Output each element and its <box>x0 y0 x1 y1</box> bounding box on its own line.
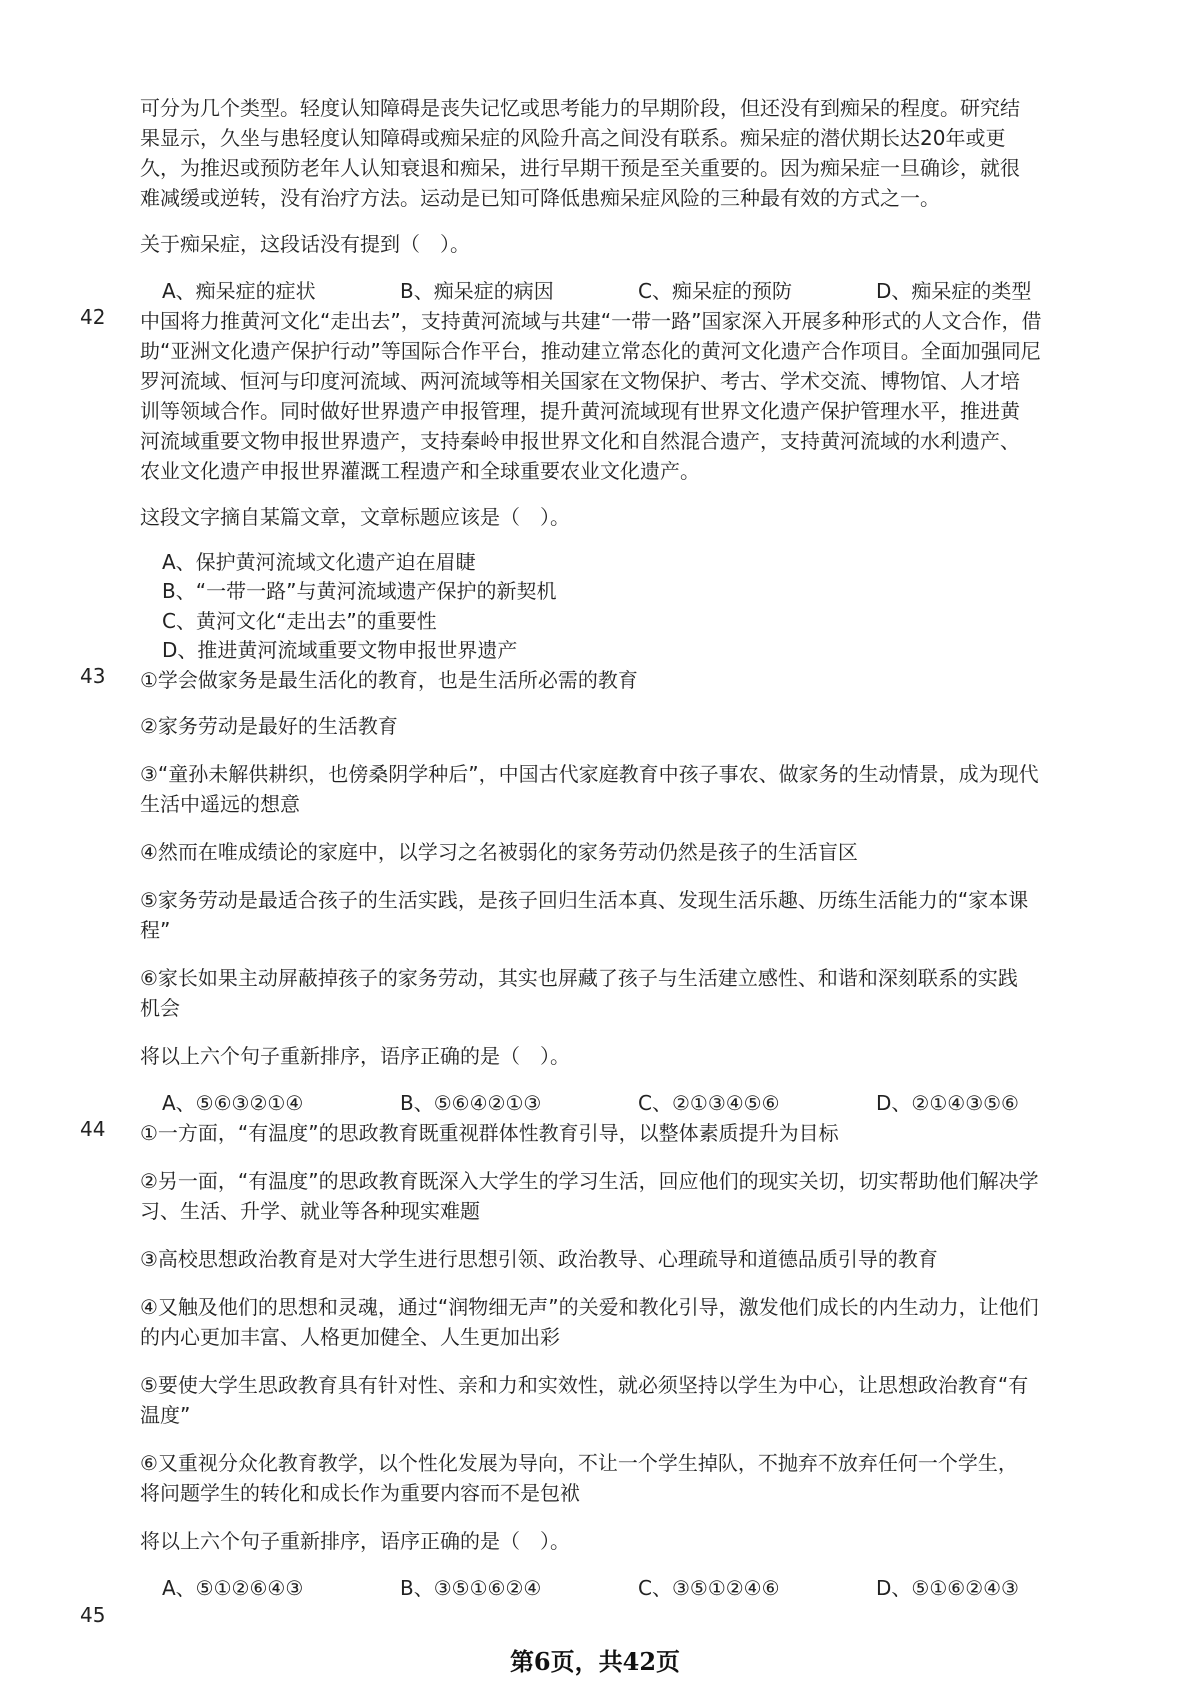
q44-sentence-6-cont: 将问题学生的转化和成长作为重要内容而不是包袱 <box>140 1481 580 1505</box>
q44-question: 将以上六个句子重新排序，语序正确的是（ ）。 <box>140 1529 570 1553</box>
q43-sentence-2: ②家务劳动是最好的生活教育 <box>140 714 398 738</box>
q44-sentence-5: ⑤要使大学生思政教育具有针对性、亲和力和实效性，就必须坚持以学生为中心，让思想政治教育“有 <box>140 1373 1029 1397</box>
q43-sentence-1: ①学会做家务是最生活化的教育，也是生活所必需的教育 <box>140 668 638 692</box>
q43-sentence-3: ③“童孙未解供耕织，也傍桑阴学种后”，中国古代家庭教育中孩子事农、做家务的生动情景，成为现代 <box>140 762 1039 786</box>
question-number: 45 <box>80 1603 106 1627</box>
q43-option-a[interactable]: A、⑤⑥③②①④ <box>162 1091 304 1115</box>
q43-sentence-5: ⑤家务劳动是最适合孩子的生活实践，是孩子回归生活本真、发现生活乐趣、历练生活能力的“家本课 <box>140 888 1029 912</box>
q44-option-b[interactable]: B、③⑤①⑥②④ <box>400 1576 542 1600</box>
q43-option-c[interactable]: C、②①③④⑤⑥ <box>638 1091 780 1115</box>
q43-option-d[interactable]: D、②①④③⑤⑥ <box>876 1091 1019 1115</box>
q41-passage-line: 可分为几个类型。轻度认知障碍是丧失记忆或思考能力的早期阶段，但还没有到痴呆的程度。研究结 <box>140 96 1020 120</box>
q42-passage-line: 中国将力推黄河文化“走出去”，支持黄河流域与共建“一带一路”国家深入开展多种形式的人文合作，借 <box>140 309 1042 333</box>
q41-passage-line: 果显示，久坐与患轻度认知障碍或痴呆症的风险升高之间没有联系。痴呆症的潜伏期长达20年或更 <box>140 126 1006 150</box>
q43-sentence-6-cont: 机会 <box>140 996 180 1020</box>
q41-option-d[interactable]: D、痴呆症的类型 <box>876 279 1032 303</box>
q44-option-a[interactable]: A、⑤①②⑥④③ <box>162 1576 304 1600</box>
question-number: 44 <box>80 1117 106 1141</box>
q41-option-c[interactable]: C、痴呆症的预防 <box>638 279 792 303</box>
q43-question: 将以上六个句子重新排序，语序正确的是（ ）。 <box>140 1044 570 1068</box>
q42-passage-line: 训等领域合作。同时做好世界遗产申报管理，提升黄河流域现有世界文化遗产保护管理水平，推进黄 <box>140 399 1020 423</box>
q41-passage-line: 久，为推迟或预防老年人认知衰退和痴呆，进行早期干预是至关重要的。因为痴呆症一旦确诊，就很 <box>140 156 1020 180</box>
q44-sentence-4-cont: 的内心更加丰富、人格更加健全、人生更加出彩 <box>140 1325 560 1349</box>
q42-question: 这段文字摘自某篇文章，文章标题应该是（ ）。 <box>140 505 570 529</box>
question-number: 42 <box>80 305 106 329</box>
page-footer: 第6页，共42页 <box>509 1647 681 1676</box>
q43-sentence-4: ④然而在唯成绩论的家庭中，以学习之名被弱化的家务劳动仍然是孩子的生活盲区 <box>140 840 858 864</box>
q44-sentence-4: ④又触及他们的思想和灵魂，通过“润物细无声”的关爱和教化引导，激发他们成长的内生动力，让他们 <box>140 1295 1039 1319</box>
q42-option-a[interactable]: A、保护黄河流域文化遗产迫在眉睫 <box>162 550 476 574</box>
q42-option-c[interactable]: C、黄河文化“走出去”的重要性 <box>162 609 437 633</box>
q42-option-d[interactable]: D、推进黄河流域重要文物申报世界遗产 <box>162 638 518 662</box>
q44-option-c[interactable]: C、③⑤①②④⑥ <box>638 1576 780 1600</box>
q42-passage-line: 农业文化遗产申报世界灌溉工程遗产和全球重要农业文化遗产。 <box>140 459 700 483</box>
q43-sentence-5-cont: 程” <box>140 918 171 942</box>
q43-sentence-3-cont: 生活中遥远的想意 <box>140 792 300 816</box>
q44-sentence-6: ⑥又重视分众化教育教学，以个性化发展为导向，不让一个学生掉队，不抛弃不放弃任何一个学生， <box>140 1451 1018 1475</box>
q41-question: 关于痴呆症，这段话没有提到（ ）。 <box>140 232 470 256</box>
q44-sentence-2: ②另一面，“有温度”的思政教育既深入大学生的学习生活，回应他们的现实关切，切实帮助他们解决学 <box>140 1169 1039 1193</box>
q42-passage-line: 河流域重要文物申报世界遗产，支持秦岭申报世界文化和自然混合遗产，支持黄河流域的水利遗产、 <box>140 429 1020 453</box>
question-number: 43 <box>80 664 106 688</box>
q41-option-a[interactable]: A、痴呆症的症状 <box>162 279 316 303</box>
q44-option-d[interactable]: D、⑤①⑥②④③ <box>876 1576 1019 1600</box>
q44-sentence-3: ③高校思想政治教育是对大学生进行思想引领、政治教导、心理疏导和道德品质引导的教育 <box>140 1247 938 1271</box>
q41-passage-line: 难减缓或逆转，没有治疗方法。运动是已知可降低患痴呆症风险的三种最有效的方式之一。 <box>140 186 940 210</box>
q42-passage-line: 助“亚洲文化遗产保护行动”等国际合作平台，推动建立常态化的黄河文化遗产合作项目。全面加强同尼 <box>140 339 1041 363</box>
q42-passage-line: 罗河流域、恒河与印度河流域、两河流域等相关国家在文物保护、考古、学术交流、博物馆、人才培 <box>140 369 1020 393</box>
q42-option-b[interactable]: B、“一带一路”与黄河流域遗产保护的新契机 <box>162 579 557 603</box>
q41-option-b[interactable]: B、痴呆症的病因 <box>400 279 554 303</box>
q43-option-b[interactable]: B、⑤⑥④②①③ <box>400 1091 542 1115</box>
q44-sentence-5-cont: 温度” <box>140 1403 191 1427</box>
q44-sentence-2-cont: 习、生活、升学、就业等各种现实难题 <box>140 1199 480 1223</box>
q44-sentence-1: ①一方面，“有温度”的思政教育既重视群体性教育引导，以整体素质提升为目标 <box>140 1121 839 1145</box>
q43-sentence-6: ⑥家长如果主动屏蔽掉孩子的家务劳动，其实也屏藏了孩子与生活建立感性、和谐和深刻联系的实践 <box>140 966 1018 990</box>
